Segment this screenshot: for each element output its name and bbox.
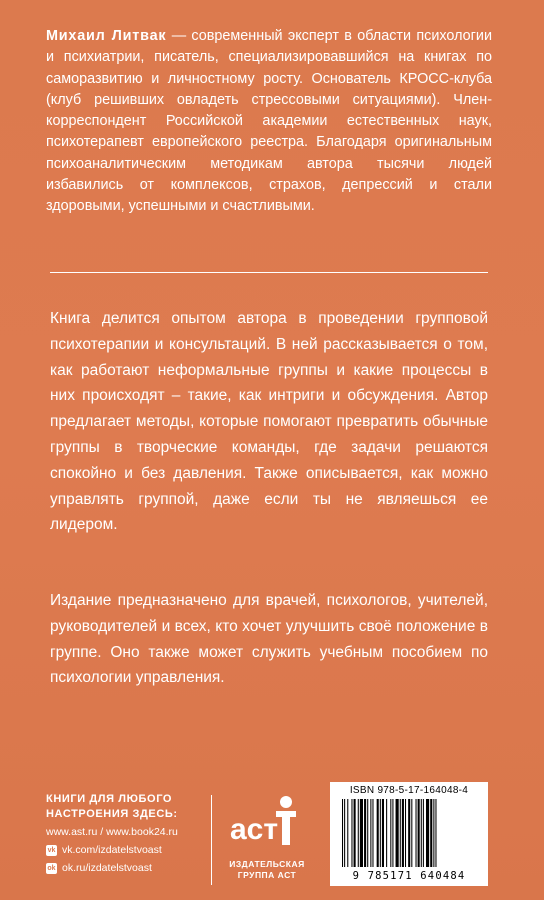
barcode-bar	[430, 799, 432, 867]
barcode-bar	[418, 799, 420, 867]
barcode-bar	[382, 799, 384, 867]
barcode-bar	[405, 799, 406, 867]
barcode-bar	[380, 799, 381, 867]
publisher-name-line-2: ГРУППА АСТ	[237, 870, 297, 880]
ok-icon: ok	[47, 864, 56, 872]
svg-text:аст: аст	[230, 813, 279, 846]
barcode-bar	[351, 799, 352, 867]
barcode-bar	[386, 799, 387, 867]
barcode-bar	[377, 799, 379, 867]
barcode-bar	[402, 799, 404, 867]
publisher-name-line-1: ИЗДАТЕЛЬСКАЯ	[229, 859, 305, 869]
tagline-line-1: КНИГИ ДЛЯ ЛЮБОГО	[46, 793, 173, 805]
barcode-bar	[390, 799, 391, 867]
publisher-block	[222, 793, 312, 881]
barcode-bar	[367, 799, 368, 867]
ok-link	[46, 862, 216, 874]
vk-icon: vk	[47, 846, 56, 854]
barcode-bar	[372, 799, 373, 867]
barcode-bar	[396, 799, 399, 867]
barcode-bar	[408, 799, 410, 867]
tagline-line-2: НАСТРОЕНИЯ ЗДЕСЬ:	[46, 808, 178, 820]
barcode-bar	[364, 799, 366, 867]
footer-separator	[211, 795, 212, 885]
barcode-bar	[370, 799, 371, 867]
barcode-bar	[392, 799, 393, 867]
ean-digits: 9 785171 640484	[352, 870, 466, 882]
barcode-bar	[416, 799, 417, 867]
ast-figure-icon	[276, 796, 296, 845]
website-links: www.ast.ru / www.book24.ru	[46, 826, 178, 838]
description-paragraph-2: Издание предназначено для врачей, психологов, учителей, руководителей и всех, кто хочет улучшить своё положение в группе. Оно также может служить учебным пособием по психологии управления.	[50, 592, 488, 687]
barcode-bar	[354, 799, 356, 867]
barcode-bar	[426, 799, 429, 867]
tagline	[46, 792, 216, 822]
divider-line	[50, 272, 488, 273]
barcode-bar	[400, 799, 401, 867]
barcode-bar	[435, 799, 436, 867]
barcode-bar	[347, 799, 348, 867]
author-bio-text: — современный эксперт в области психологии и психиатрии, писатель, специализировавшийся на книгах по саморазвитию и личностному росту. Основатель КРОСС-клуба (клуб решивших овладеть стрессовыми ситуациями). Член-корреспондент Российской академии естественных наук, психотерапевт европейского реестра. Благодаря оригинальным психоаналитическим методикам автора тысячи людей избавились от комплексов, страхов, депрессий и стали здоровыми, успешными и счастливыми.	[46, 28, 492, 215]
vk-link	[46, 844, 216, 856]
footer-links	[46, 792, 216, 874]
barcode	[340, 799, 478, 869]
barcode-bar	[421, 799, 422, 867]
barcode-bar	[358, 799, 359, 867]
description-paragraph-1: Книга делится опытом автора в проведении групповой психотерапии и консультаций. В ней рассказывается о том, как работают неформальные группы и какие процессы в них происходят – такие, как интриги и обсуждения. Автор предлагает методы, которые помогают превратить обычные группы в творческие команды, где задачи решаются спокойно и без давления. Также описывается, как можно управлять группой, даже если ты не являешься ее лидером.	[50, 310, 488, 534]
ast-logo	[224, 793, 310, 857]
author-bio	[46, 26, 492, 218]
isbn-number: ISBN 978-5-17-164048-4	[349, 785, 469, 796]
barcode-bar	[411, 799, 412, 867]
barcode-bar	[433, 799, 434, 867]
barcode-bar	[423, 799, 424, 867]
barcode-bar	[360, 799, 363, 867]
ok-link-text: ok.ru/izdatelstvoast	[62, 862, 152, 874]
vk-link-text: vk.com/izdatelstvoast	[62, 844, 162, 856]
author-name: Михаил Литвак	[46, 28, 167, 44]
barcode-block	[330, 782, 488, 886]
publisher-name	[222, 859, 312, 881]
barcode-bar	[342, 799, 343, 867]
barcode-bar	[344, 799, 345, 867]
